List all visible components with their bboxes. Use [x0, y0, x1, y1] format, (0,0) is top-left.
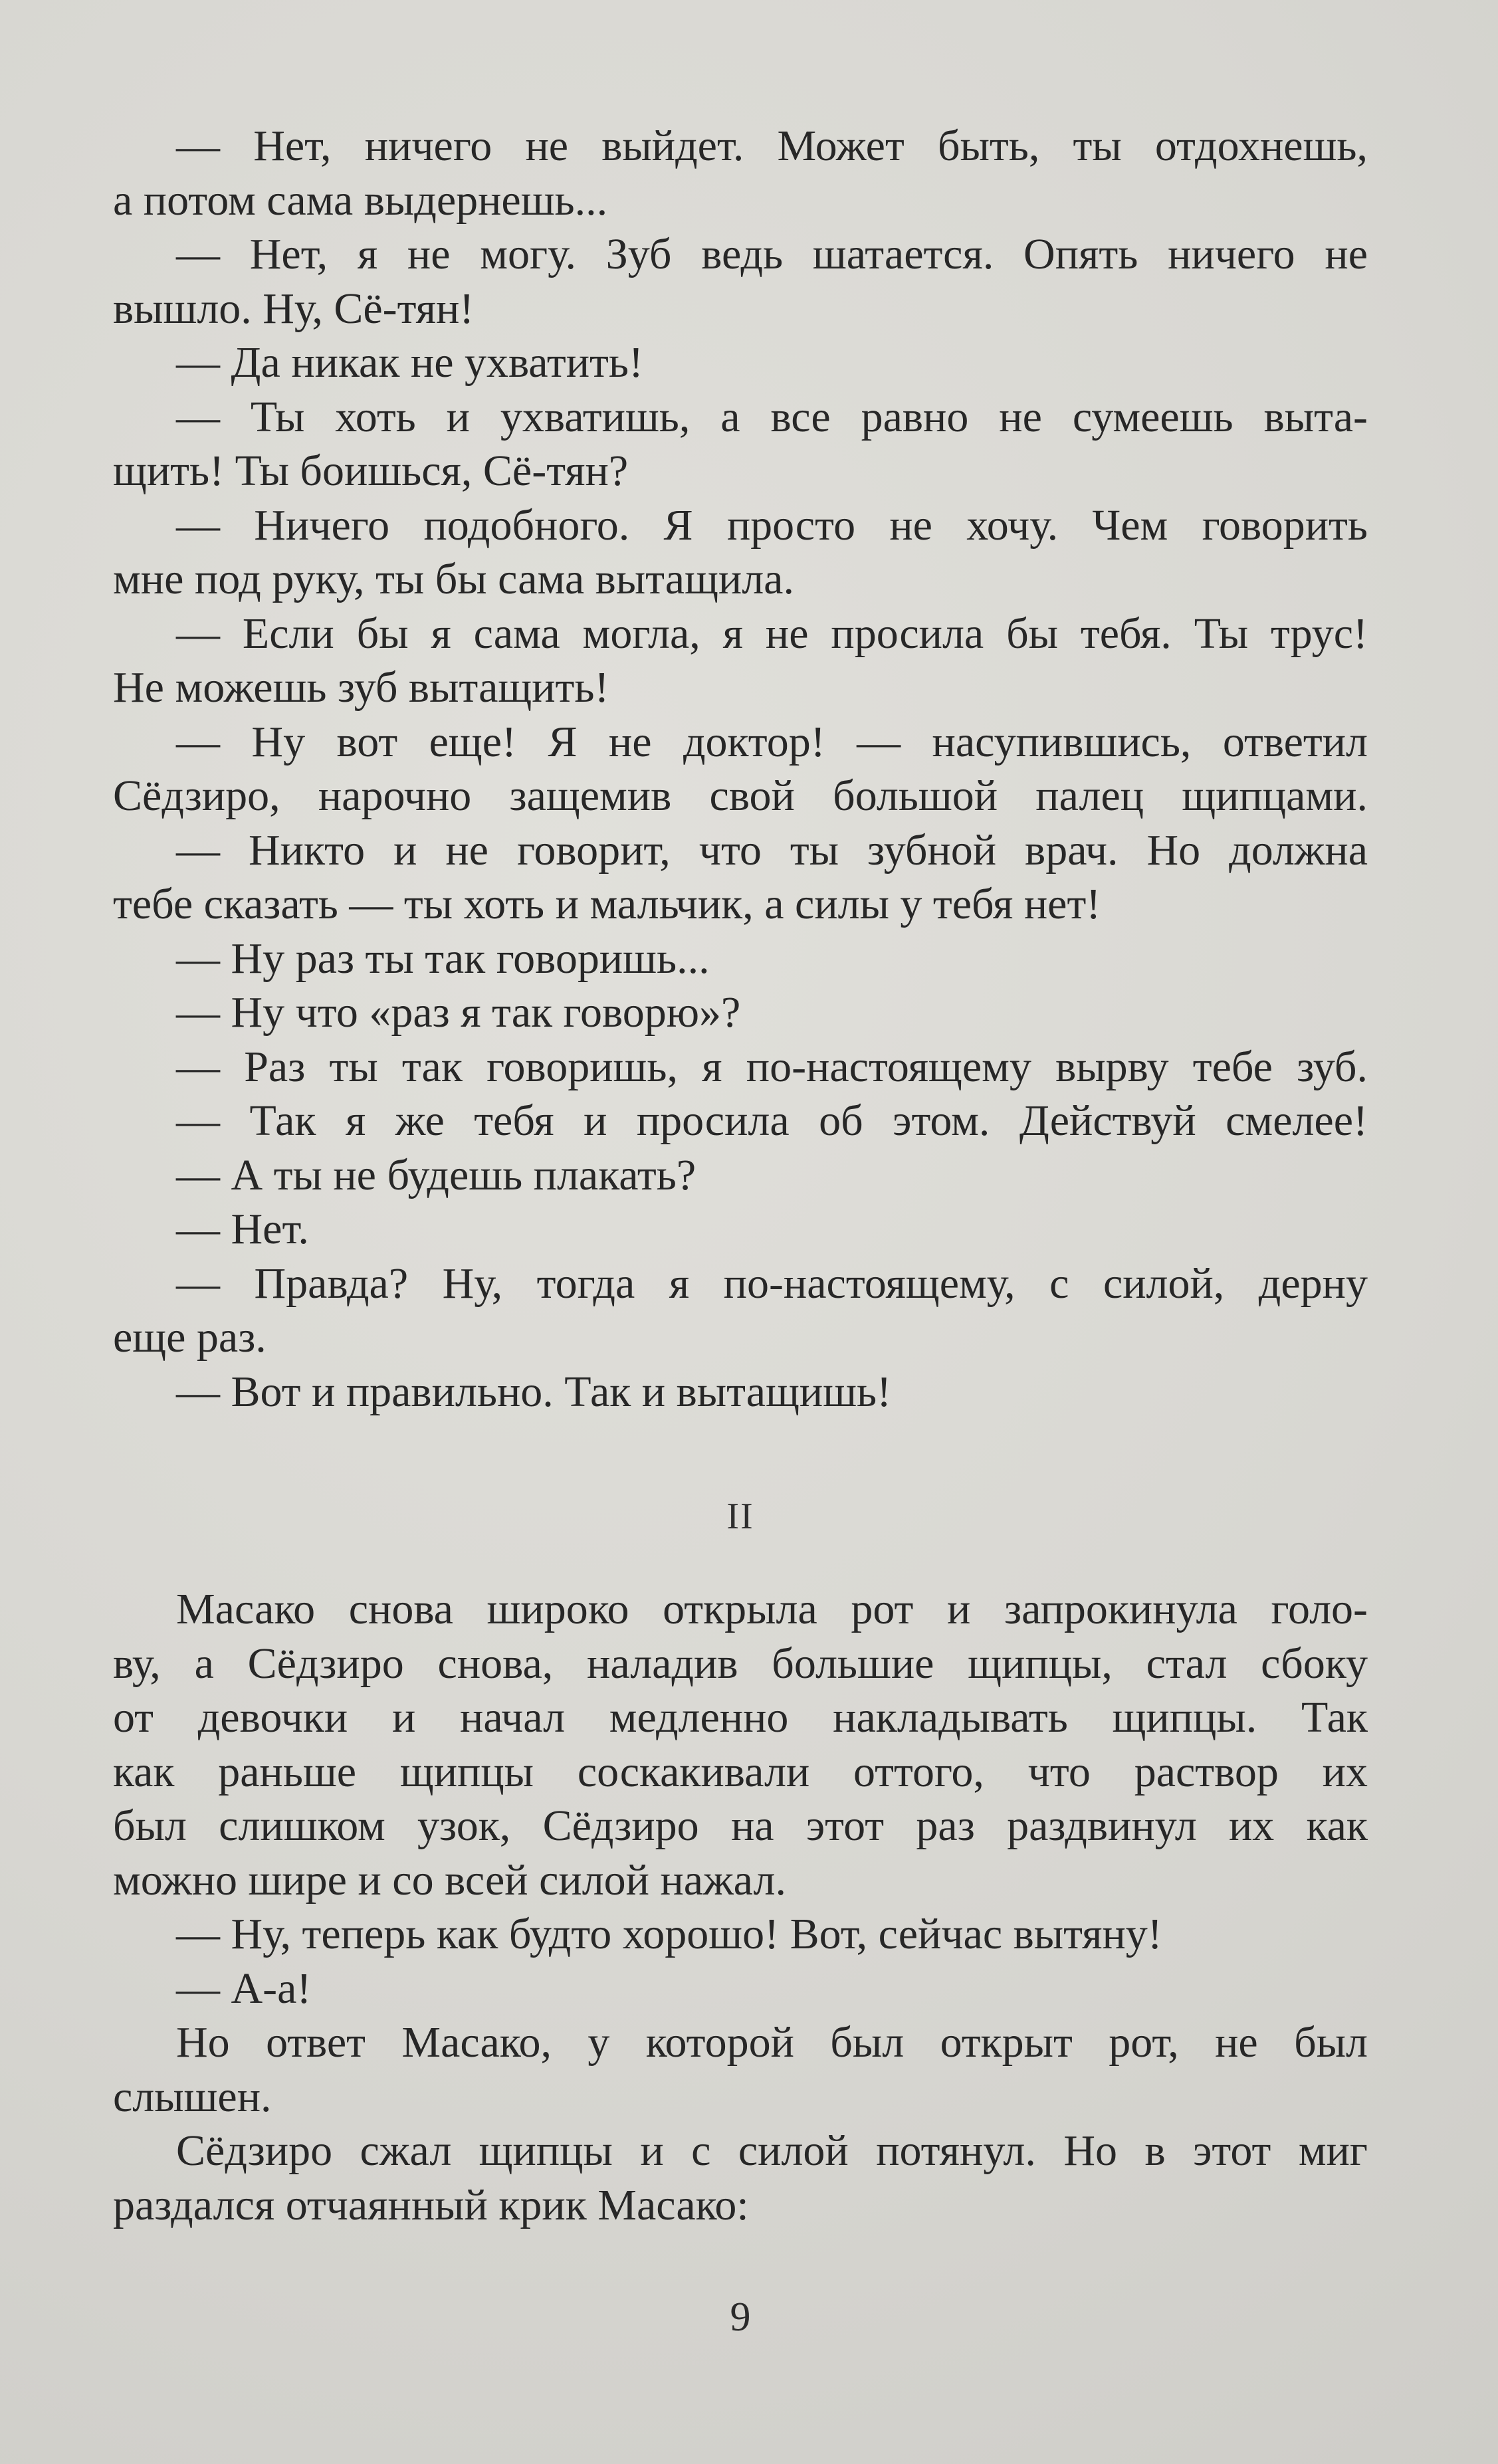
paragraph [113, 2124, 1368, 2232]
section-2-text [113, 1582, 1368, 2232]
paragraph [113, 1094, 1368, 1148]
text-line: как раньше щипцы соскакивали оттого, что раствор их [113, 1747, 1368, 1796]
text-line: — Ну что «раз я так говорю»? [176, 988, 741, 1037]
text-line: можно шире и со всей силой нажал. [113, 1855, 786, 1904]
page-number: 9 [730, 2295, 751, 2340]
section-heading: II [726, 1496, 754, 1537]
paragraph [113, 1257, 1368, 1365]
text-line: Сёдзиро, нарочно защемив свой большой палец щипцами. [113, 771, 1368, 820]
text-line: — Ну, теперь как будто хорошо! Вот, сейчас вытяну! [176, 1910, 1162, 1958]
text-line: — Если бы я сама могла, я не просила бы тебя. Ты трус! [176, 609, 1368, 658]
paragraph [113, 985, 1368, 1040]
text-line: еще раз. [113, 1313, 267, 1362]
paragraph [113, 498, 1368, 607]
text-line: — Так я же тебя и просила об этом. Действуй смелее! [176, 1096, 1368, 1145]
paragraph [113, 823, 1368, 932]
text-line: — А-а! [176, 1964, 312, 2013]
paragraph [113, 1582, 1368, 1907]
text-line: Масако снова широко открыла рот и запрокинула голо- [176, 1585, 1368, 1633]
paragraph [113, 119, 1368, 227]
text-line: — Нет, ничего не выйдет. Может быть, ты отдохнешь, [176, 122, 1368, 170]
text-line: от девочки и начал медленно накладывать щипцы. Так [113, 1693, 1368, 1742]
text-line: — Раз ты так говоришь, я по-настоящему вырву тебе зуб. [176, 1042, 1368, 1091]
text-line: — Ты хоть и ухватишь, а все равно не сумеешь выта- [176, 392, 1368, 441]
text-line: — Нет. [176, 1205, 309, 1253]
text-line: ву, а Сёдзиро снова, наладив большие щипцы, стал сбоку [113, 1639, 1368, 1688]
text-line: вышло. Ну, Сё-тян! [113, 284, 475, 333]
paragraph [113, 2015, 1368, 2124]
section-1-text [113, 119, 1368, 1419]
text-line: — Ничего подобного. Я просто не хочу. Чем говорить [176, 500, 1368, 550]
text-line: а потом сама выдернешь... [113, 175, 608, 225]
text-line: — Вот и правильно. Так и вытащишь! [176, 1367, 892, 1416]
paragraph [113, 1148, 1368, 1203]
text-line: Но ответ Масако, у которой был открыт рот, не был [176, 2018, 1368, 2067]
text-line: — Ну вот еще! Я не доктор! — насупившись, ответил [176, 717, 1368, 766]
text-line: — Да никак не ухватить! [176, 338, 643, 387]
paragraph [113, 1040, 1368, 1094]
text-line: Не можешь зуб вытащить! [113, 663, 609, 712]
text-line: щить! Ты боишься, Сё-тян? [113, 447, 629, 495]
text-line: — А ты не будешь плакать? [176, 1150, 696, 1199]
paragraph [113, 1365, 1368, 1419]
paragraph [113, 227, 1368, 336]
paragraph [113, 715, 1368, 823]
text-line: — Правда? Ну, тогда я по-настоящему, с силой, дерну [176, 1259, 1368, 1308]
paragraph [113, 390, 1368, 498]
paragraph [113, 1907, 1368, 1962]
paragraph [113, 1962, 1368, 2016]
text-line: — Никто и не говорит, что ты зубной врач. Но должна [176, 825, 1368, 874]
text-line: раздался отчаянный крик Масако: [113, 2180, 749, 2229]
text-line: был слишком узок, Сёдзиро на этот раз раздвинул их как [113, 1801, 1368, 1850]
paragraph [113, 1202, 1368, 1257]
text-line: тебе сказать — ты хоть и мальчик, а силы у тебя нет! [113, 880, 1101, 928]
text-line: мне под руку, ты бы сама вытащила. [113, 555, 794, 603]
text-line: — Ну раз ты так говоришь... [176, 934, 710, 983]
paragraph [113, 932, 1368, 986]
paragraph [113, 607, 1368, 715]
text-line: — Нет, я не могу. Зуб ведь шатается. Опять ничего не [176, 230, 1368, 278]
text-line: Сёдзиро сжал щипцы и с силой потянул. Но в этот миг [176, 2126, 1368, 2175]
paragraph [113, 336, 1368, 390]
text-line: слышен. [113, 2072, 272, 2121]
